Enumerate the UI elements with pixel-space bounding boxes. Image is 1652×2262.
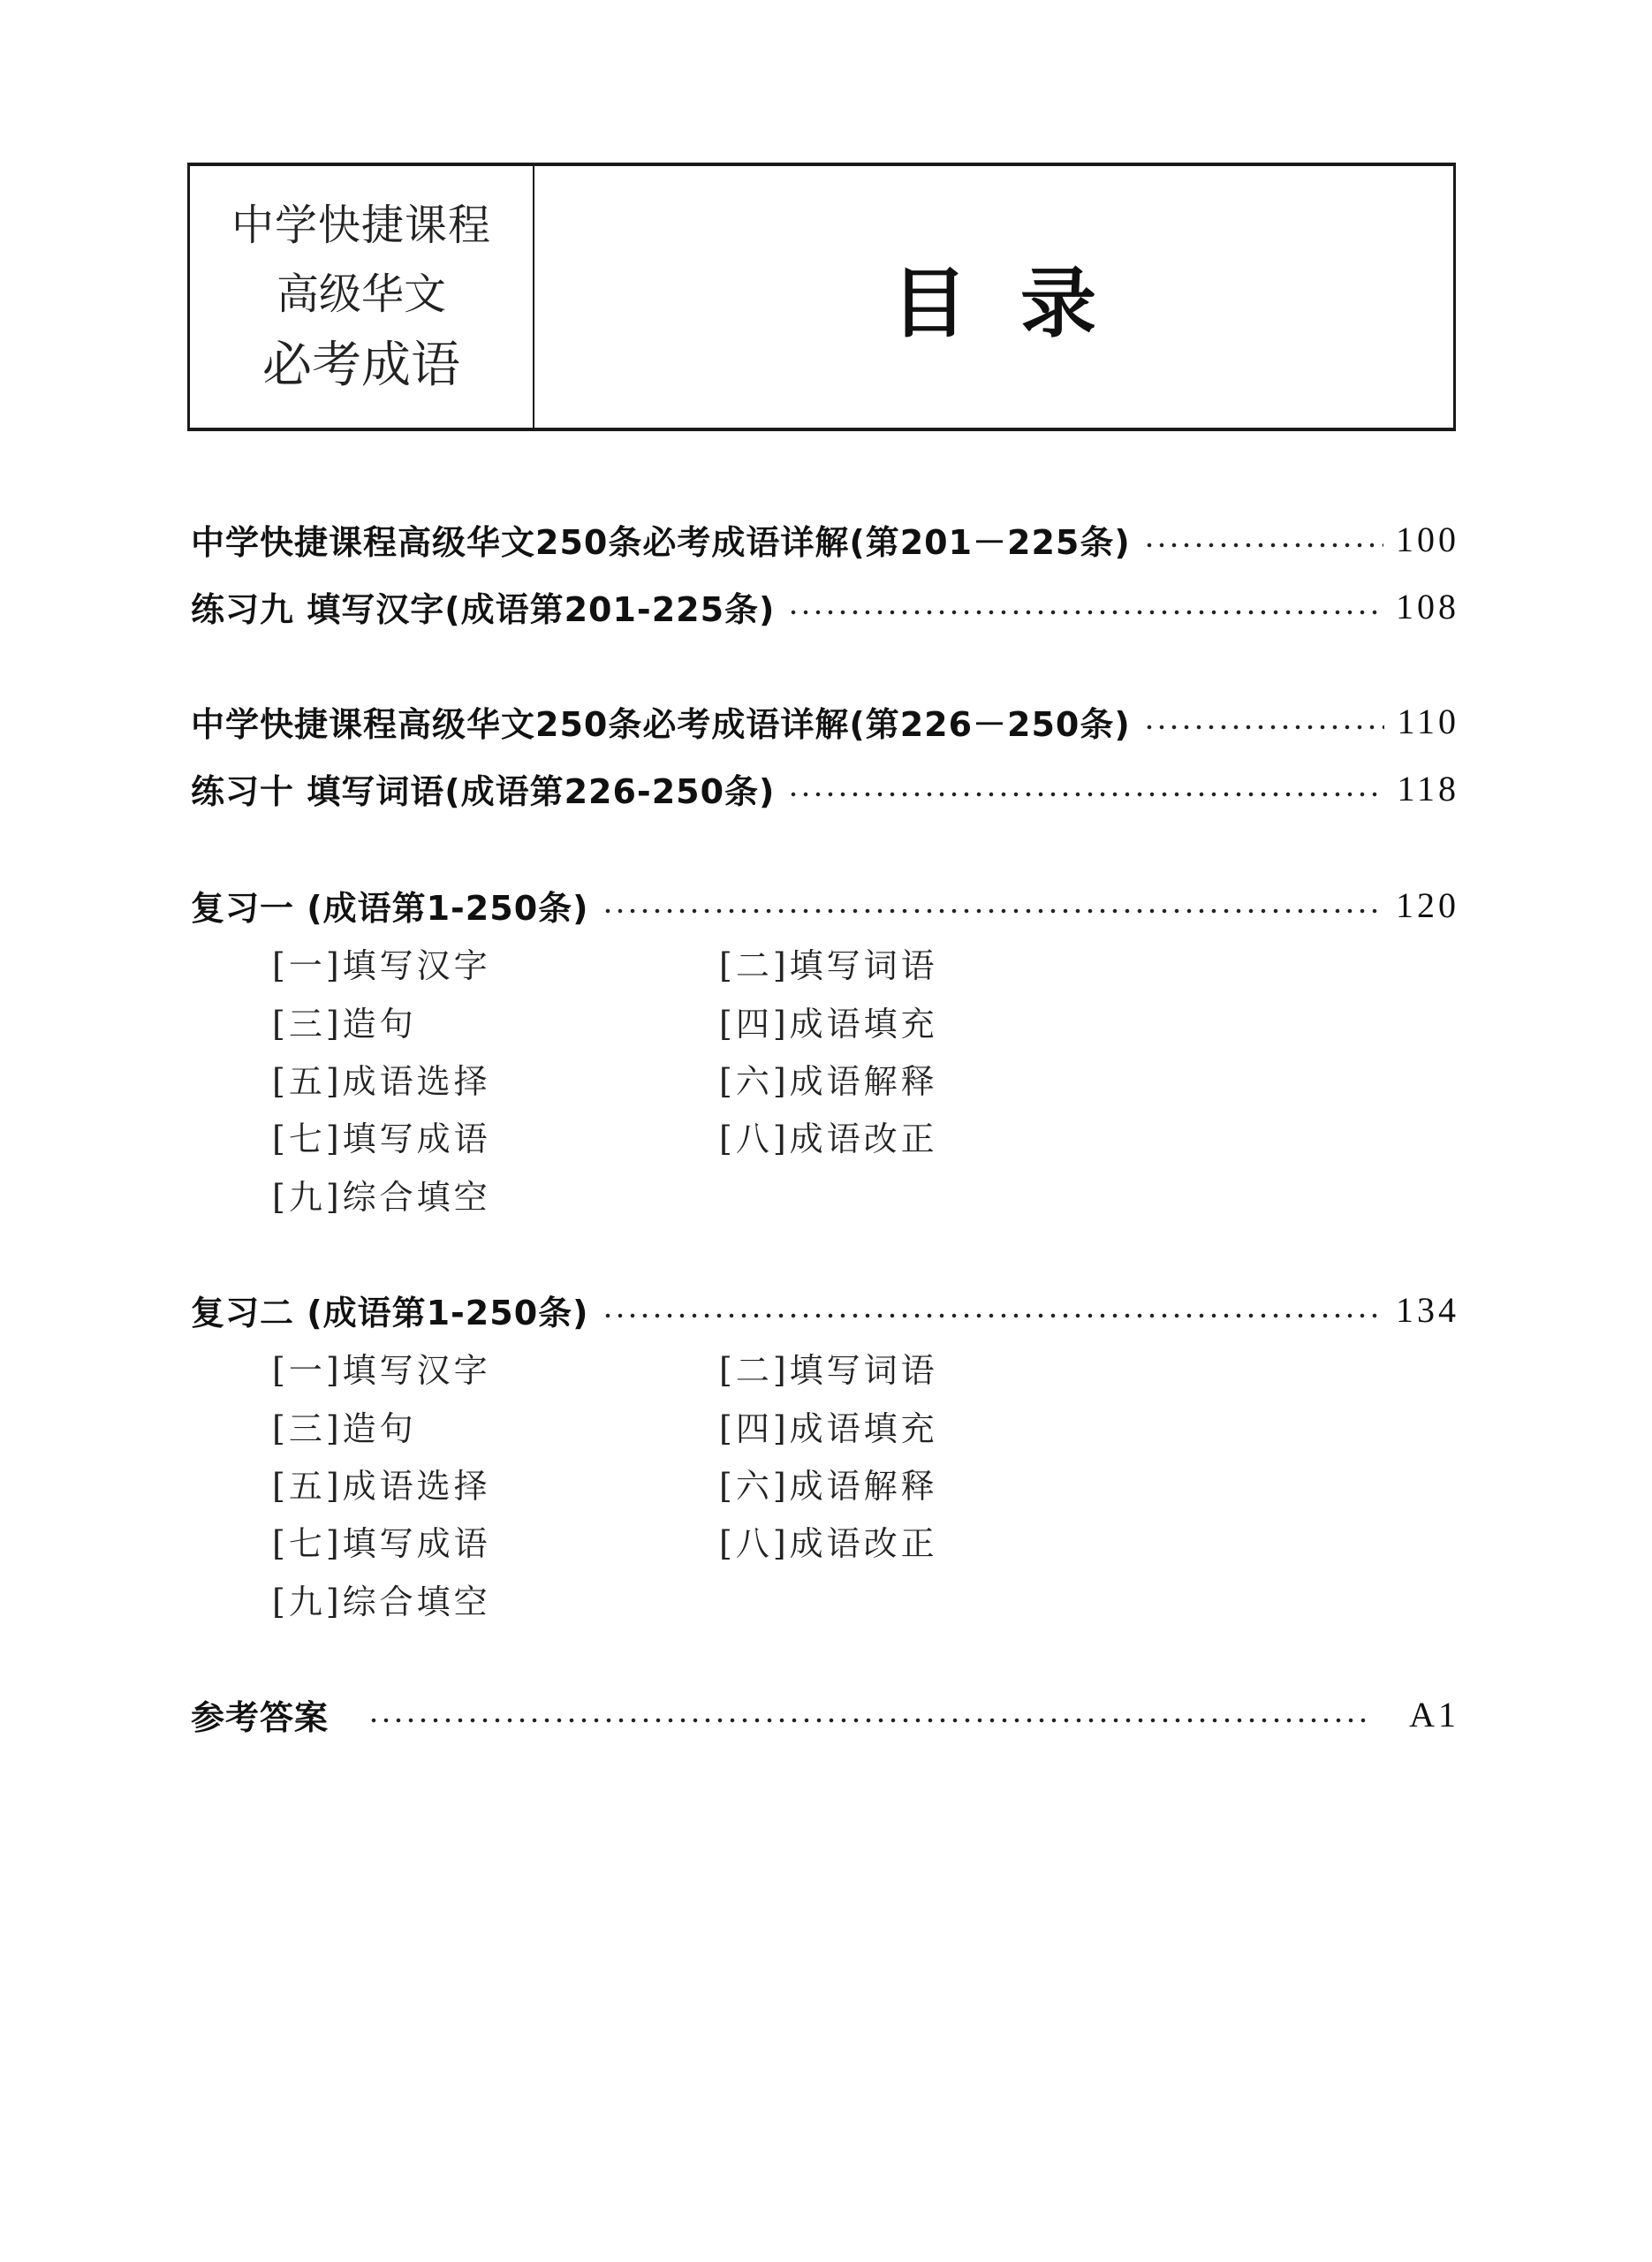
review2-subsection[interactable]: [一]填写汉字 bbox=[272, 1351, 491, 1390]
toc-entry-label: 复习二 (成语第1-250条) bbox=[191, 1293, 589, 1332]
toc-entry-label: 复习一 (成语第1-250条) bbox=[191, 888, 589, 928]
review2-subsection[interactable]: [四]成语填充 bbox=[719, 1409, 938, 1448]
toc-entry-answers[interactable] bbox=[191, 1689, 1459, 1739]
toc-entry-page: 134 bbox=[1396, 1289, 1459, 1330]
review1-subsection[interactable]: [五]成语选择 bbox=[272, 1062, 491, 1101]
review1-subsection[interactable]: [六]成语解释 bbox=[719, 1062, 938, 1101]
toc-entry-label: 中学快捷课程高级华文250条必考成语详解(第226－250条) bbox=[191, 704, 1131, 744]
review2-subsection[interactable]: [五]成语选择 bbox=[272, 1467, 491, 1506]
review1-subsection[interactable]: [四]成语填充 bbox=[719, 1005, 938, 1044]
review1-subsection[interactable]: [二]填写词语 bbox=[719, 946, 938, 985]
review2-subsection[interactable]: [九]综合填空 bbox=[272, 1583, 491, 1621]
header-box bbox=[187, 163, 1456, 431]
page-title: 目录 bbox=[891, 260, 1149, 348]
review1-subsection[interactable]: [三]造句 bbox=[272, 1005, 417, 1044]
toc-entry[interactable] bbox=[191, 514, 1459, 564]
review1-subsection[interactable]: [七]填写成语 bbox=[272, 1120, 491, 1158]
toc-entry-label: 中学快捷课程高级华文250条必考成语详解(第201－225条) bbox=[191, 522, 1131, 562]
toc-entry[interactable] bbox=[191, 763, 1459, 813]
toc-entry-page: 100 bbox=[1396, 519, 1459, 559]
dot-leader bbox=[787, 790, 1384, 799]
toc-entry-page: 110 bbox=[1397, 701, 1459, 741]
review2-subsection[interactable]: [八]成语改正 bbox=[719, 1524, 938, 1563]
book-title-block bbox=[190, 166, 534, 428]
toc-entry-page: A1 bbox=[1409, 1694, 1459, 1734]
toc-entry-page: 118 bbox=[1397, 768, 1459, 808]
dot-leader bbox=[368, 1716, 1370, 1725]
book-title-line1: 中学快捷课程 bbox=[231, 201, 491, 250]
review1-subsection[interactable]: [一]填写汉字 bbox=[272, 946, 491, 985]
dot-leader bbox=[602, 907, 1384, 915]
toc-entry[interactable] bbox=[191, 696, 1459, 746]
review2-subsection[interactable]: [七]填写成语 bbox=[272, 1524, 491, 1563]
book-title-line3: 必考成语 bbox=[262, 337, 460, 394]
toc-entry-page: 120 bbox=[1396, 884, 1459, 925]
dot-leader bbox=[787, 608, 1383, 617]
toc-entry-label: 练习十 填写词语(成语第226-250条) bbox=[191, 771, 776, 811]
page-title-block bbox=[534, 166, 1453, 428]
review2-subsection[interactable]: [六]成语解释 bbox=[719, 1467, 938, 1506]
review1-subsection[interactable]: [八]成语改正 bbox=[719, 1120, 938, 1158]
toc-entry-label: 练习九 填写汉字(成语第201-225条) bbox=[191, 589, 776, 629]
book-title-line2: 高级华文 bbox=[276, 269, 446, 319]
toc-entry-review1[interactable] bbox=[191, 880, 1459, 930]
review2-subsection[interactable]: [三]造句 bbox=[272, 1409, 417, 1448]
toc-entry-label: 参考答案 bbox=[191, 1697, 330, 1737]
dot-leader bbox=[602, 1311, 1384, 1320]
dot-leader bbox=[1143, 541, 1383, 550]
toc-entry-review2[interactable] bbox=[191, 1285, 1459, 1334]
review1-subsection[interactable]: [九]综合填空 bbox=[272, 1178, 491, 1217]
toc-entry[interactable] bbox=[191, 581, 1459, 631]
review2-subsection[interactable]: [二]填写词语 bbox=[719, 1351, 938, 1390]
toc-entry-page: 108 bbox=[1396, 586, 1459, 626]
dot-leader bbox=[1143, 723, 1385, 732]
